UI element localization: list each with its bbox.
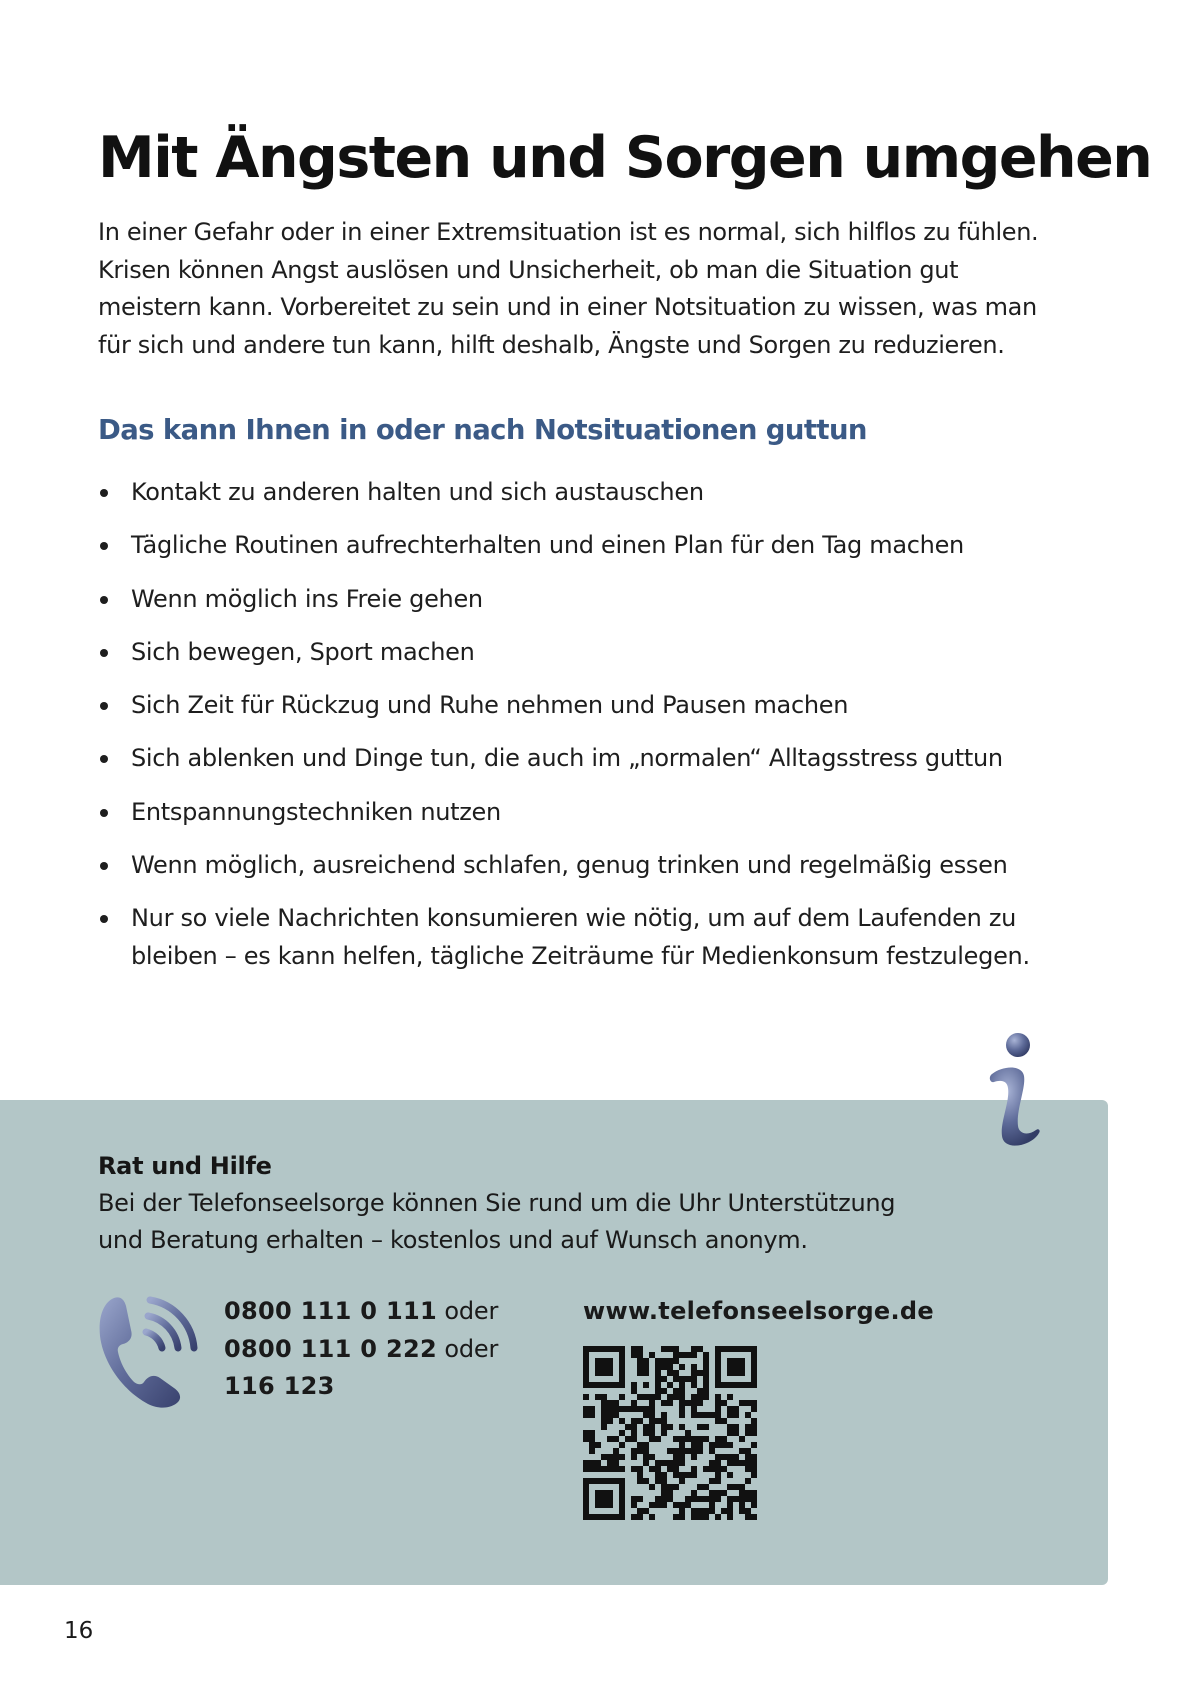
info-icon xyxy=(978,1032,1048,1154)
intro-paragraph xyxy=(98,214,1118,364)
list-item xyxy=(98,474,1118,512)
list-item-text: Nur so viele Nachrichten konsumieren wie nötig, um auf dem Laufenden zu xyxy=(131,904,1017,933)
phone-number[interactable]: 0800 111 0 222 xyxy=(224,1334,437,1363)
list-item-text: Wenn möglich, ausreichend schlafen, genug trinken und regelmäßig essen xyxy=(131,851,1008,880)
list-item xyxy=(98,527,1118,565)
info-text-line: Bei der Telefonseelsorge können Sie rund um die Uhr Unterstützung xyxy=(98,1189,896,1217)
tips-list xyxy=(98,474,1118,991)
phone-number[interactable]: 0800 111 0 111 xyxy=(224,1297,437,1325)
info-text-line: und Beratung erhalten – kostenlos und auf Wunsch anonym. xyxy=(98,1226,808,1254)
intro-line: In einer Gefahr oder in einer Extremsituation ist es normal, sich hilflos zu fühlen. xyxy=(98,218,1039,246)
list-item-text: Sich bewegen, Sport machen xyxy=(131,637,475,666)
phone-row xyxy=(224,1368,498,1406)
list-item-text: Wenn möglich ins Freie gehen xyxy=(131,584,483,613)
list-item xyxy=(98,900,1118,975)
list-item xyxy=(98,581,1118,619)
list-item-text: bleiben – es kann helfen, tägliche Zeiträume für Medienkonsum festzulegen. xyxy=(131,941,1030,970)
page-number: 16 xyxy=(64,1618,94,1644)
phone-suffix: oder xyxy=(436,1334,499,1363)
phone-row xyxy=(224,1331,498,1369)
page-title: Mit Ängsten und Sorgen umgehen xyxy=(98,125,1152,191)
intro-line: Krisen können Angst auslösen und Unsicherheit, ob man die Situation gut xyxy=(98,255,959,284)
list-item xyxy=(98,847,1118,885)
section-subheading: Das kann Ihnen in oder nach Notsituationen guttun xyxy=(98,414,867,446)
list-item xyxy=(98,634,1118,672)
list-item xyxy=(98,794,1118,832)
phone-number[interactable]: 116 123 xyxy=(224,1372,335,1400)
list-item-text: Sich Zeit für Rückzug und Ruhe nehmen und Pausen machen xyxy=(131,691,849,720)
phone-suffix: oder xyxy=(436,1297,499,1325)
list-item-text: Tägliche Routinen aufrechterhalten und einen Plan für den Tag machen xyxy=(131,531,964,560)
qr-code[interactable] xyxy=(583,1346,757,1520)
phone-row xyxy=(224,1293,498,1331)
list-item xyxy=(98,687,1118,725)
list-item-text: Kontakt zu anderen halten und sich austauschen xyxy=(131,478,704,506)
phone-numbers xyxy=(224,1293,498,1406)
phone-icon xyxy=(96,1292,202,1410)
info-heading: Rat und Hilfe xyxy=(98,1152,272,1180)
list-item-text: Sich ablenken und Dinge tun, die auch im „normalen“ Alltagsstress guttun xyxy=(131,744,1003,773)
info-text xyxy=(98,1185,998,1259)
list-item-text: Entspannungstechniken nutzen xyxy=(131,797,501,826)
list-item xyxy=(98,740,1118,778)
intro-line: meistern kann. Vorbereitet zu sein und in einer Notsituation zu wissen, was man xyxy=(98,293,1037,321)
intro-line: für sich und andere tun kann, hilft deshalb, Ängste und Sorgen zu reduzieren. xyxy=(98,330,1005,359)
website-link[interactable]: www.telefonseelsorge.de xyxy=(583,1297,934,1325)
